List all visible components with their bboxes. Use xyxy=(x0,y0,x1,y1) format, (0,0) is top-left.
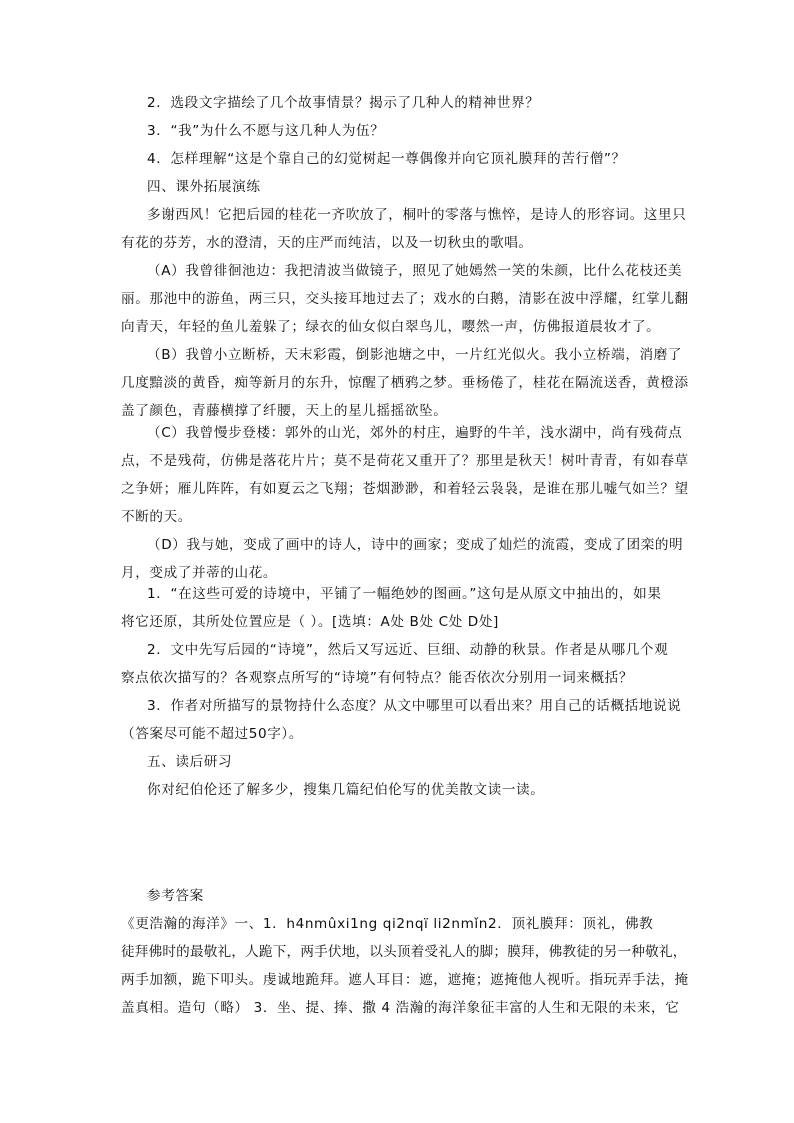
section-heading-extension: 四、课外拓展演练 xyxy=(147,179,261,195)
passage-intro-line: 有花的芬芳，水的澄清，天的庄严而纯洁，以及一切秋虫的歌唱。 xyxy=(121,235,533,251)
question-2: 2．选段文字描绘了几个故事情景？揭示了几种人的精神世界？ xyxy=(147,95,540,111)
passage-paragraph-c-line: 不断的天。 xyxy=(121,509,192,525)
passage-intro-line: 多谢西风！它把后园的桂花一齐吹放了，桐叶的零落与憔悴，是诗人的形容词。这里只 xyxy=(147,207,687,223)
passage-paragraph-b-line: （B）我曾小立断桥，天末彩霞，倒影池塘之中，一片红光似火。我小立桥端，消磨了 xyxy=(147,347,683,363)
passage-paragraph-b-line: 几度黯淡的黄昏，痴等新月的东升，惊醒了栖鸦之梦。垂杨倦了，桂花在隔流送香，黄橙添 xyxy=(121,375,689,391)
passage-paragraph-c-line: 点，不是残荷，仿佛是落花片片；莫不是荷花又重开了？那里是秋天！树叶青青，有如春草 xyxy=(121,453,689,469)
exercise-2-line: 2．文中先写后园的“诗境”，然后又写远近、巨细、动静的秋景。作者是从哪几个观 xyxy=(147,642,669,658)
passage-paragraph-c-line: （C）我曾慢步登楼：郭外的山光，郊外的村庄，遍野的牛羊，浅水湖中，尚有残荷点 xyxy=(147,425,683,441)
passage-paragraph-d-line: （D）我与她，变成了画中的诗人，诗中的画家；变成了灿烂的流霞，变成了团栾的明 xyxy=(147,537,684,553)
passage-paragraph-b-line: 盖了颜色，青藤横撑了纤腰，天上的星儿摇摇欲坠。 xyxy=(121,403,448,419)
answer-line: 徒拜佛时的最敬礼，人跪下，两手伏地，以头顶着受礼人的脚；膜拜，佛教徒的另一种敬礼， xyxy=(121,944,687,960)
answer-line: 两手加额，跪下叩头。虔诚地跪拜。遮人耳目：遮，遮掩；遮掩他人视听。指玩弄手法，掩 xyxy=(121,972,689,988)
exercise-3-line: 3．作者对所描写的景物持什么态度？从文中哪里可以看出来？用自己的话概括地说说 xyxy=(147,698,682,714)
passage-paragraph-c-line: 之争妍；雁儿阵阵，有如夏云之飞翔；苍烟渺渺，和着轻云袅袅，是谁在那儿嘘气如兰？望 xyxy=(121,481,689,497)
passage-paragraph-a-line: （A）我曾徘徊池边：我把清波当做镜子，照见了她嫣然一笑的朱颜，比什么花枝还美 xyxy=(147,263,683,279)
question-3: 3．“我”为什么不愿与这几种人为伍？ xyxy=(147,123,385,139)
passage-paragraph-a-line: 丽。那池中的游鱼，两三只，交头接耳地过去了；戏水的白鹅，清影在波中浮耀，红掌儿翻 xyxy=(121,291,689,307)
exercise-2-line: 察点依次描写的？各观察点所写的“诗境”有何特点？能否依次分别用一词来概括？ xyxy=(121,670,634,686)
answer-line: 盖真相。造句（略） 3．坐、提、捧、撒 4 浩瀚的海洋象征丰富的人生和无限的未来，它 xyxy=(121,1000,680,1016)
passage-paragraph-d-line: 月，变成了并蒂的山花。 xyxy=(121,565,278,581)
answers-heading: 参考答案 xyxy=(147,888,204,904)
question-4: 4．怎样理解“这是个靠自己的幻觉树起一尊偶像并向它顶礼膜拜的苦行僧”？ xyxy=(147,151,626,167)
exercise-1-line: 1．“在这些可爱的诗境中，平铺了一幅绝妙的图画。”这句是从原文中抽出的，如果 xyxy=(147,586,662,602)
section-heading-reading: 五、读后研习 xyxy=(147,754,233,770)
reading-task-text: 你对纪伯伦还了解多少，搜集几篇纪伯伦写的优美散文读一读。 xyxy=(147,782,545,798)
answer-line: 《更浩瀚的海洋》一、1．h4nmûxi1ng qi2nqï li2nmǐn2．顶礼膜拜：顶礼，佛教 xyxy=(121,916,654,932)
passage-paragraph-a-line: 向青天，年轻的鱼儿羞躲了；绿衣的仙女似白翠鸟儿，嘤然一声，仿佛报道晨妆才了。 xyxy=(121,319,661,335)
exercise-3-line: （答案尽可能不超过50字）。 xyxy=(121,726,304,742)
exercise-1-line: 将它还原，其所处位置应是（ ）。[选填：A处 B处 C处 D处] xyxy=(121,614,499,630)
